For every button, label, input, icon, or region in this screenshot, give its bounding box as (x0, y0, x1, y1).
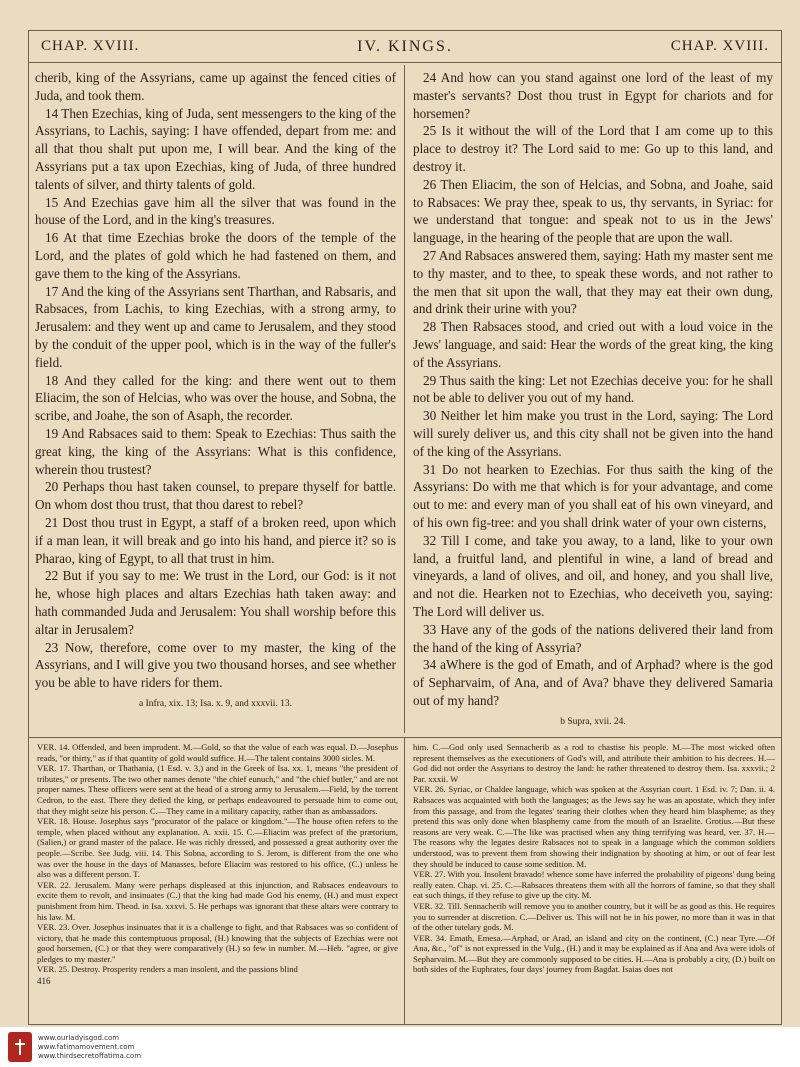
verse: 28 Then Rabsaces stood, and cried out with a loud voice in the Jews' language, and said: Hear the words of the great king, the king of the Assyrians. (413, 319, 773, 370)
verse: 34 aWhere is the god of Emath, and of Arphad? where is the god of Sepharvaim, of Ana, and of Ava? bhave they delivered Samaria out of my hand? (413, 657, 773, 708)
verse: 15 And Ezechias gave him all the silver that was found in the house of the Lord, and in the king's treasures. (35, 194, 396, 228)
footnote-reference: a Infra, xix. 13; Isa. x. 9, and xxxvii. 13. (138, 698, 293, 709)
note: VER. 14. Offended, and been imprudent. M.—Gold, so that the value of each was equal. D.—Josephus reads, "or thirty," as if that quantity of gold would suffice. H.—The talent contains 3000 sicles. M. (37, 742, 398, 763)
verse: 32 Till I come, and take you away, to a land, like to your own land, a fruitful land, and plentiful in wine, a land of bread and vineyards, a land of olives, and oil, and honey, and you shall live, and not die. Hearken not to Ezechias, who deceiveth you, saying: The Lord will deliver us. (413, 532, 773, 619)
right-column (405, 65, 781, 733)
verse: 29 Thus saith the king: Let not Ezechias deceive you: for he shall not be able to deliver you out of my hand. (413, 372, 773, 406)
verse: 18 And they called for the king: and there went out to them Eliacim, the son of Helcias, who was over the house, and Sobna, the scribe, and Joahe, the son of Asaph, the recorder. (35, 372, 396, 424)
verse: 23 Now, therefore, come over to my master, the king of the Assyrians, and I will give you two thousand horses, and see whether you be able to have riders for them. (35, 639, 396, 691)
page-header (29, 31, 781, 63)
note: VER. 32. Till. Sennacherib will remove you to another country, but it will be as good as this. He requires you to surrender at discretion. C.—Deliver us. This will not be in his power, no more than it was in that of the other tutelary gods. M. (413, 900, 775, 933)
watermark-urls (38, 1034, 141, 1061)
chapter-left: CHAP. XVIII. (41, 38, 140, 54)
verse: 14 Then Ezechias, king of Juda, sent messengers to the king of the Assyrians, to Lachis, saying: I have offended, depart from me: and all that thou shalt put upon me, I will bear. And the king of the Assyrians put a tax upon Ezechias, king of Juda, of three hundred talents of silver, and thirty talents of gold. (35, 105, 396, 192)
commentary-notes (29, 737, 781, 1024)
note: VER. 25. Destroy. Prosperity renders a man insolent, and the passions blind (37, 964, 298, 975)
verse: 16 At that time Ezechias broke the doors of the temple of the Lord, and the plates of gold which he had fastened on them, and gave them to the king of the Assyrians. (35, 230, 396, 281)
left-column (29, 65, 405, 733)
watermark-bar (0, 1027, 800, 1067)
note: VER. 23. Over. Josephus insinuates that it is a challenge to fight, and that Rabsaces was so confident of victory, that he made this contemptuous proposal, (H.) knowing that the subjects of Ezechias were not good horsemen, (C.) or that they were comparatively (H.) so few in number. M.—Heb. "agree, or give pledges to my master." (37, 922, 398, 964)
cross-logo-icon (8, 1032, 32, 1062)
page-number: 416 (37, 976, 51, 987)
verse: 20 Perhaps thou hast taken counsel, to prepare thyself for battle. On whom dost thou trust, that thou darest to rebel? (35, 479, 396, 513)
verse: 25 Is it without the will of the Lord that I am come up to this place to destroy it? The Lord said to me: Go up to this land, and destroy it. (413, 123, 773, 174)
watermark-url[interactable]: www.fatimamovement.com (38, 1042, 135, 1051)
verse: 27 And Rabsaces answered them, saying: Hath my master sent me to thy master, and to thee, to speak these words, and not rather to the men that sit upon the wall, that they may eat their own dung, and drink their urine with you? (413, 247, 773, 317)
note: VER. 34. Emath, Emesa.—Arphad, or Arad, an island and city on the continent, (C.) near Tyre.—Of Ana, &c., "of" is not expressed in the Vulg., (H.) and it may be explained as if Ana and Ava were idols of Sepharvaim. M.—But they are commonly supposed to be cities. H.—Ana is probably a city, (D.) built on both sides of the Euphrates, four days' journey from Bagdat. Isaias does not (413, 932, 775, 975)
notes-left-column (29, 738, 405, 1024)
verse: 21 Dost thou trust in Egypt, a staff of a broken reed, upon which if a man lean, it will break and go into his hand, and pierce it? so is Pharao, king of Egypt, to all that trust in him. (35, 514, 396, 566)
notes-right-column (405, 738, 781, 1024)
note: VER. 17. Tharthan, or Thathania, (1 Esd. v. 3,) and in the Greek of Isa. xx. 1, means "the president of tributes," or presents. The two other names denote "the chief eunuch," and "the chief butler," and are not proper names. These officers were sent at the head of a strong army to Jerusalem.—Field, by the torrent Cedron, to the east. There they defied the king, or perhaps endeavoured to persuade him to come out, that they might seize his person. C.—They came in a military capacity, rather than as ambassadors. (37, 763, 398, 816)
verse: 22 But if you say to me: We trust in the Lord, our God: is it not he, whose high places and altars Ezechias hath taken away: and hath commanded Juda and Jerusalem: You shall worship before this altar in Jerusalem? (35, 568, 396, 637)
chapter-right: CHAP. XVIII. (670, 38, 769, 54)
verse: cherib, king of the Assyrians, came up against the fenced cities of Juda, and took them. (35, 70, 396, 103)
watermark-url[interactable]: www.ourladyisgod.com (38, 1033, 120, 1042)
note: VER. 27. With you. Insolent bravado! whence some have inferred the probability of pigeons' dung being really eaten. Chap. vi. 25. C.—Rabsaces threatens them with all the horrors of famine, so that they shall eat such things, if they refuse to give up the city. M. (413, 869, 775, 901)
note: VER. 22. Jerusalem. Many were perhaps displeased at this injunction, and Rabsaces endeavours to excite them to revolt, and insinuates (C.) that the king had made God his enemy, (H.) and must expect punishment from him. Theod. in Isa. xxxvi. 5. He perhaps was ignorant that these altars were contrary to his law. M. (37, 879, 398, 922)
verse: 30 Neither let him make you trust in the Lord, saying: The Lord will surely deliver us, and this city shall not be given into the hand of the king of the Assyrians. (413, 408, 773, 459)
verse: 17 And the king of the Assyrians sent Tharthan, and Rabsaris, and Rabsaces, from Lachis, to king Ezechias, with a strong army, to Jerusalem: and they went up and came to Jerusalem, and they stood by the conduit of the upper pool, which is in the way of the fuller's field. (35, 283, 396, 370)
watermark-url[interactable]: www.thirdsecretoffatima.com (38, 1051, 142, 1060)
bible-page (28, 30, 782, 1025)
verse: 33 Have any of the gods of the nations delivered their land from the hand of the king of Assyria? (413, 621, 773, 655)
scripture-columns (29, 65, 781, 733)
verse: 31 Do not hearken to Ezechias. For thus saith the king of the Assyrians: Do with me that which is for your advantage, and come out to me: and every man of you shall eat of his own vineyard, and of his own fig-tree: and you shall drink water of your own cisterns, (413, 461, 773, 530)
verse: 26 Then Eliacim, the son of Helcias, and Sobna, and Joahe, said to Rabsaces: We pray thee, speak to us, thy servants, in Syriac: for we understand that tongue: and speak not to us in the Jews' language, in the hearing of the people that are upon the wall. (413, 176, 773, 246)
note: him. C.—God only used Sennacherib as a rod to chastise his people. M.—The most wicked often represent themselves as the executioners of God's will, and attribute their ambition to his decrees. H.—God did not order the Assyrians to destroy the land: he rather threatened to destroy them. Isa. xxxvii.; 2 Par. xxxii. W (413, 742, 775, 784)
book-title: IV. KINGS. (357, 37, 453, 55)
verse: 19 And Rabsaces said to them: Speak to Ezechias: Thus saith the great king, the king of the Assyrians: What is this confidence, wherein thou trustest? (35, 425, 396, 477)
note: VER. 26. Syriac, or Chaldee language, which was spoken at the Assyrian court. 1 Esd. iv. 7; Dan. ii. 4. Rabsaces was acquainted with both the languages; as the Jews say he was an apostate, which they infer from this passage, and from the legates' tearing their clothes when they heard him blaspheme; as they pretend this was only done when blasphemy came from the mouth of an Israelite. Grotius.—But these reasons are very weak. C.—The like was practised when any thing terrifying was heard, ver. 37. H.—The reasons why the legates desire Rabsaces not to speak in a language which the common soldiers understood, was to prevent them from showing their indignation by shooting at him, or out of fear lest they should be induced to cause some sedition. M. (413, 784, 775, 869)
verse: 24 And how can you stand against one lord of the least of my master's servants? Dost thou trust in Egypt for chariots and for horsemen? (413, 70, 773, 121)
footnote-reference: b Supra, xvii. 24. (560, 716, 626, 727)
note: VER. 18. House. Josephus says "procurator of the palace or kingdom."—The house often refers to the temple, when placed without any explanation. A. xxii. 15. C.—Eliacim was prefect of the prætorium, (Salien,) or grand master of the palace. He was richly dressed, and possessed a great authority over the people.—Scribe. See Judg. viii. 14. This Sobna, according to S. Jerom, is different from the one who was over the house in the days of Manasses, before Eliacim was restored to his office, (C.) unless he also was a different person. T. (37, 816, 398, 880)
